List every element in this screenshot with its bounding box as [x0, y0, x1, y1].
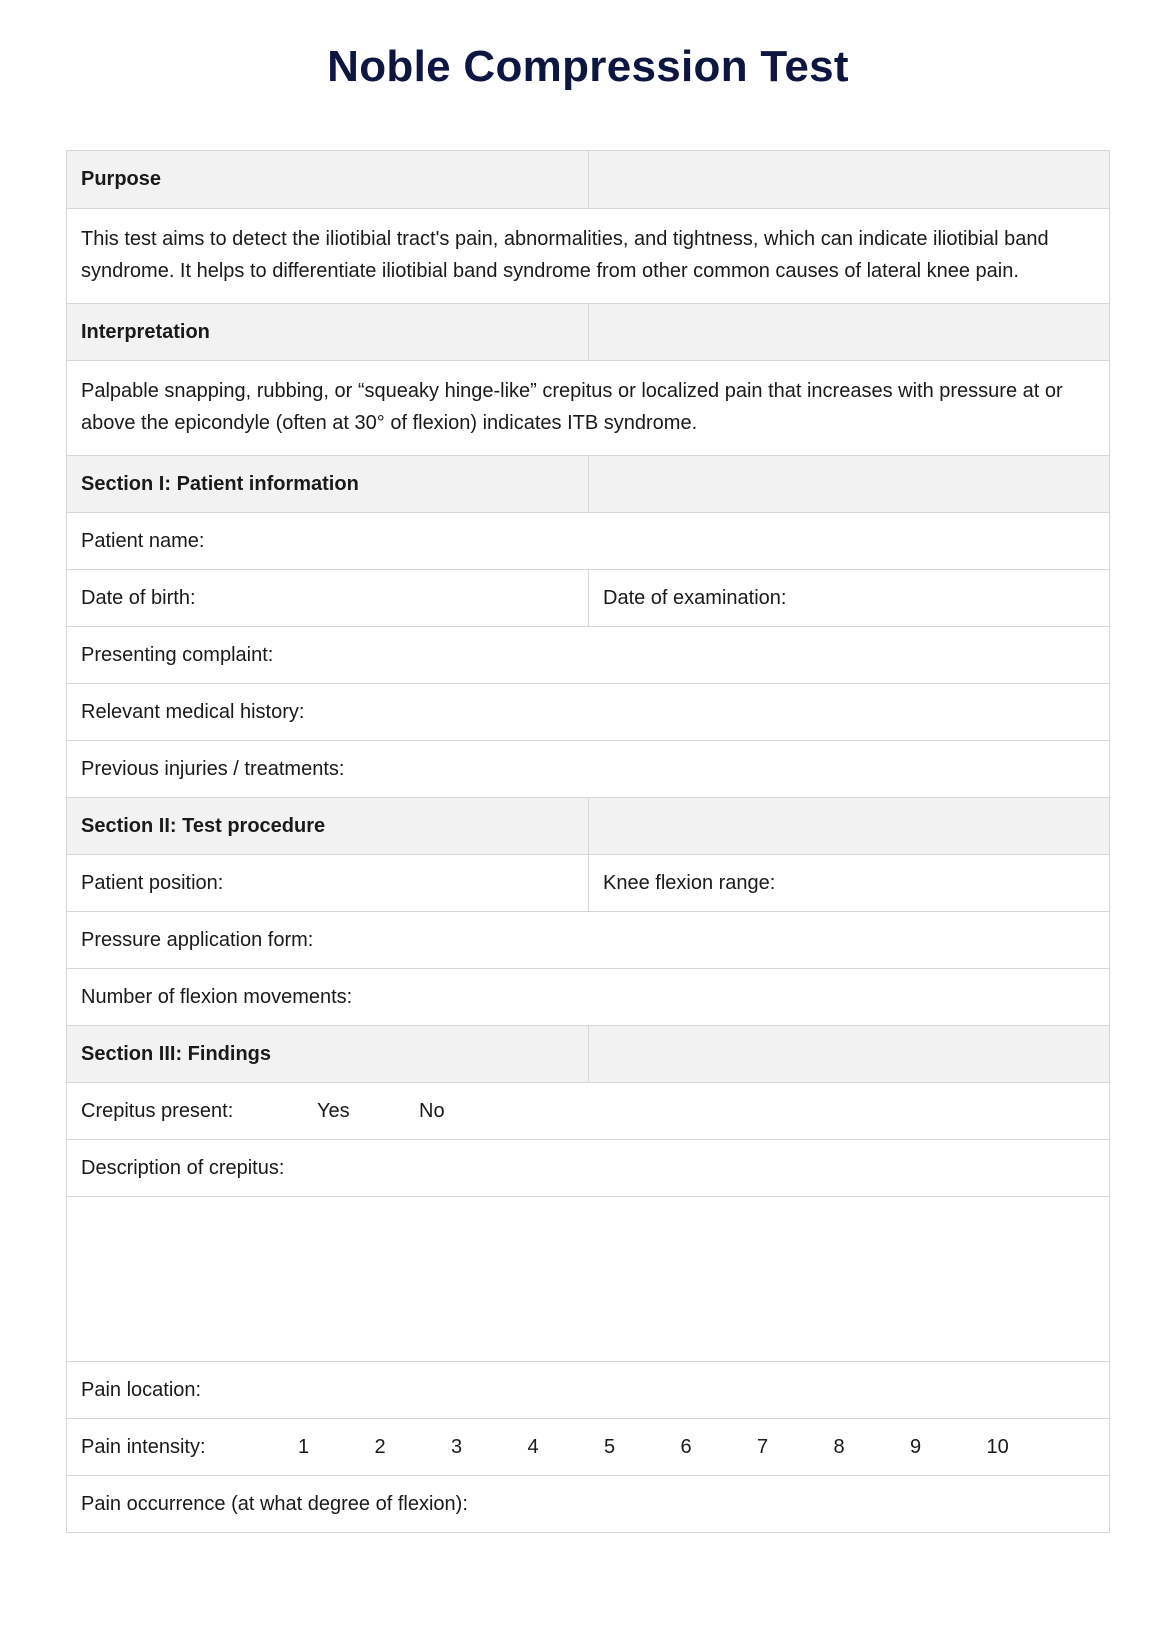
purpose-header-row: [67, 151, 1109, 208]
section2-header-row: [67, 797, 1109, 854]
patient-name-field[interactable]: [67, 512, 1109, 569]
section1-header-empty: [588, 456, 1109, 512]
noble-test-form: [66, 150, 1110, 1533]
pain-scale-8[interactable]: 8: [833, 1435, 845, 1458]
purpose-text: This test aims to detect the iliotibial tract's pain, abnormalities, and tightness, which can indicate iliotibial band syndrome. It helps to differentiate iliotibial band syndrome from other common causes of lateral knee pain.: [81, 228, 1049, 282]
pain-scale-3[interactable]: 3: [451, 1435, 463, 1458]
interpretation-text-row: [67, 360, 1109, 455]
pain-scale-5[interactable]: 5: [604, 1435, 616, 1458]
interpretation-text: Palpable snapping, rubbing, or “squeaky hinge-like” crepitus or localized pain that increases with pressure at or above the epicondyle (often at 30° of flexion) indicates ITB syndrome.: [81, 380, 1063, 434]
patient-position-field[interactable]: Patient position:: [81, 871, 224, 894]
knee-flexion-range-field[interactable]: Knee flexion range:: [588, 855, 1109, 911]
page-title: Noble Compression Test: [327, 42, 849, 91]
section3-heading: Section III: Findings: [81, 1042, 271, 1065]
medical-history-field[interactable]: [67, 683, 1109, 740]
pain-intensity-row: [67, 1418, 1109, 1475]
pressure-application-label: Pressure application form:: [81, 928, 314, 951]
pain-occurrence-field[interactable]: [67, 1475, 1109, 1532]
crepitus-description-label: Description of crepitus:: [81, 1156, 285, 1179]
crepitus-present-row: [67, 1082, 1109, 1139]
interpretation-header-empty: [588, 304, 1109, 360]
flexion-movements-label: Number of flexion movements:: [81, 985, 353, 1008]
position-flexion-row: [67, 854, 1109, 911]
section2-heading: Section II: Test procedure: [81, 814, 326, 837]
crepitus-yes-option[interactable]: Yes: [317, 1099, 350, 1122]
date-of-birth-field[interactable]: Date of birth:: [81, 586, 196, 609]
presenting-complaint-field[interactable]: [67, 626, 1109, 683]
interpretation-header-row: [67, 303, 1109, 360]
pain-scale-6[interactable]: 6: [680, 1435, 692, 1458]
section3-header-empty: [588, 1026, 1109, 1082]
pain-location-field[interactable]: [67, 1361, 1109, 1418]
dates-row: [67, 569, 1109, 626]
section1-heading: Section I: Patient information: [81, 472, 359, 495]
pain-intensity-label: Pain intensity:: [81, 1435, 206, 1458]
crepitus-description-row: [67, 1139, 1109, 1196]
pain-scale-2[interactable]: 2: [374, 1435, 386, 1458]
pain-scale-10[interactable]: 10: [986, 1435, 1009, 1458]
pain-scale-4[interactable]: 4: [527, 1435, 539, 1458]
section2-header-empty: [588, 798, 1109, 854]
crepitus-present-label: Crepitus present:: [81, 1099, 234, 1122]
pain-scale-7[interactable]: 7: [757, 1435, 769, 1458]
crepitus-description-area[interactable]: [67, 1196, 1109, 1361]
crepitus-present-cell: [67, 1083, 1109, 1139]
previous-injuries-field[interactable]: [67, 740, 1109, 797]
section1-header-row: [67, 455, 1109, 512]
date-of-examination-field[interactable]: Date of examination:: [588, 570, 1109, 626]
pressure-application-field[interactable]: [67, 911, 1109, 968]
pain-intensity-cell: [67, 1419, 1109, 1475]
flexion-movements-field[interactable]: [67, 968, 1109, 1025]
section3-header-row: [67, 1025, 1109, 1082]
presenting-complaint-label: Presenting complaint:: [81, 643, 274, 666]
pain-scale-1[interactable]: 1: [298, 1435, 310, 1458]
pain-location-label: Pain location:: [81, 1378, 202, 1401]
purpose-heading: Purpose: [81, 168, 162, 190]
interpretation-heading: Interpretation: [81, 320, 210, 343]
crepitus-no-option[interactable]: No: [419, 1099, 445, 1122]
purpose-text-row: [67, 208, 1109, 303]
pain-scale-9[interactable]: 9: [910, 1435, 922, 1458]
medical-history-label: Relevant medical history:: [81, 700, 305, 723]
patient-name-label: Patient name:: [81, 529, 205, 552]
pain-occurrence-label: Pain occurrence (at what degree of flexion):: [81, 1492, 468, 1515]
purpose-header-empty: [588, 151, 1109, 208]
previous-injuries-label: Previous injuries / treatments:: [81, 757, 345, 780]
